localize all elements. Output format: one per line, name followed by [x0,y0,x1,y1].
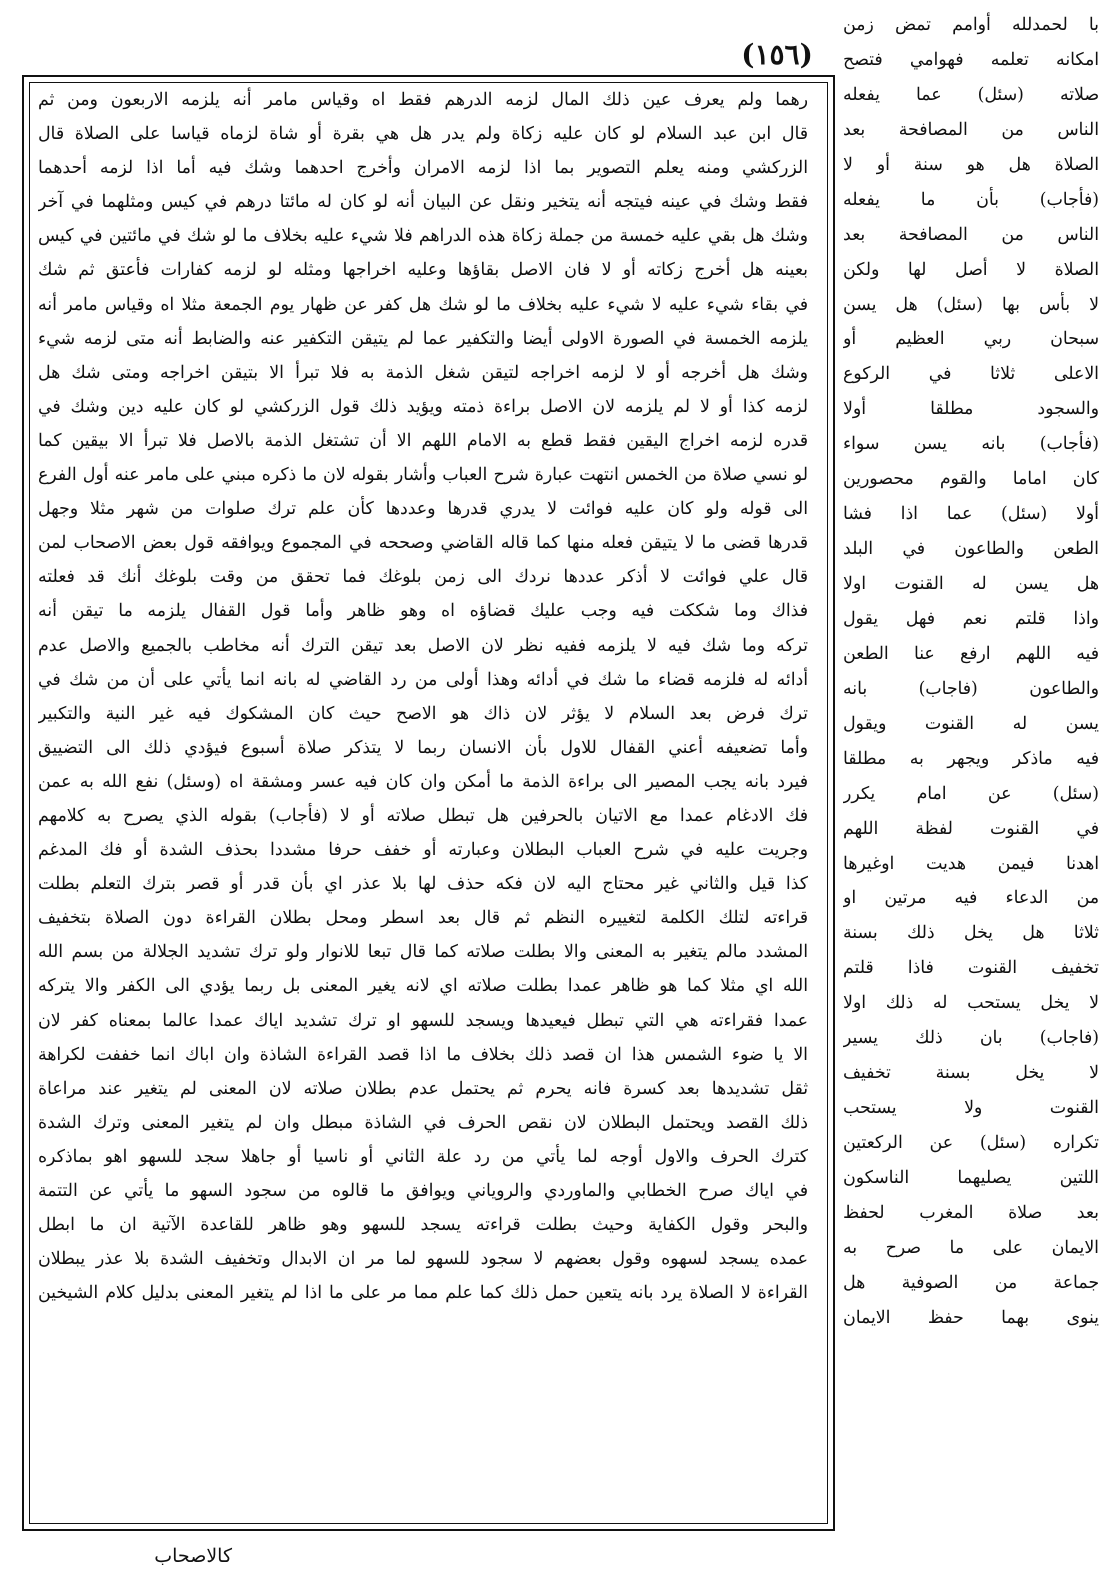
text-line: أدائه له فلزمه قضاء ما شك في أدائه وهذا أولى من رد القاضي له بانه انما يأتي على أن من شك في [38,669,808,690]
text-line: الى قوله ولو كان عليه فوائت لا يدري قدرها وعددها كأن علم ترك صلوات من شهر مثلا وجهل [38,499,808,520]
text-line: قراءته لتلك الكلمة لتغييره النظم ثم قال بعد اسطر ومحل بطلان القراءة دون الصلاة بتخفيف [38,908,808,929]
text-line: المشدد مالم يتغير به المعنى والا بطلت صلاته كما قال تبعا للانوار ولو ترك تشديد الجلالة من بسم الله [38,942,808,963]
text-line: الطعن والطاعون في البلد [843,539,1099,560]
text-line: سبحان ربي العظيم أو [843,329,1099,350]
text-line: الا يا ضوء الشمس هذا ان قصد ذلك بخلاف ما اذا قصد القراءة الشاذة وان اباك انما خففت لكراهة [38,1044,808,1065]
text-line: الله اي مثلا كما هو ظاهر عمدا بطلت صلاته اي لانه يغير المعنى بل ربما يؤدي الى الكفر والا يتركه [38,976,808,997]
text-line: قدره لزمه اخراج اليقين فقط قطع به الامام اللهم الا أن تشتغل الذمة بالاصل فلا تبرأ الا بيقين كما [38,430,808,451]
text-line: في القنوت لفظة اللهم [843,818,1099,839]
text-line: الصلاة هل هو سنة أو لا [843,154,1099,175]
text-line: والبحر وقول الكفاية وحيث بطلت قراءته يسجد للسهو وهو ظاهر للقاعدة الآتية ان ما ابطل [38,1215,808,1236]
text-line: ثلاثا هل يخل ذلك بسنة [843,923,1099,944]
text-line: فيه ماذكر ويجهر به مطلقا [843,748,1099,769]
text-line: الاعلى ثلاثا في الركوع [843,364,1099,385]
text-line: وجريت عليه في شرح العباب البطلان وعبارته أو خفف حرفا مشددا بحذف الشدة أو فك المدغم [38,840,808,861]
text-line: القنوت ولا يستحب [843,1098,1099,1119]
text-line: ترك فرض بعد السلام لا يؤثر لان ذاك هو الاصح حيث كان المشكوك فيه غير النية والتكبير [38,703,808,724]
text-line: الناس من المصافحة بعد [843,224,1099,245]
text-line: بعينه هل أخرج زكاته أو لا فان الاصل بقاؤها وعليه اخراجها ومثله لو لزمه كفارات فأعتق ثم شك [38,260,808,281]
main-column [38,83,808,1310]
text-line: يسن له القنوت ويقول [843,713,1099,734]
text-line: عمدا فقراءته هي التي تبطل فيعيدها ويسجد للسهو او ترك تشديد اياك عمدا عالما بمعناه كفر لان [38,1010,808,1031]
text-line: والطاعون (فاجاب) بانه [843,678,1099,699]
text-line: هل يسن له القنوت اولا [843,574,1099,594]
text-line: والسجود مطلقا أولا [843,399,1099,420]
text-line: القراءة لا الصلاة يرد بانه يتعين حمل ذلك كما علم مما مر على ما اذا لم يتغير المعنى بدليل كلام الشيخين [38,1283,808,1304]
text-line: تركه وما شك فيه لا يلزمه ففيه نظر لان الاصل بعد تيقن الترك أنه مخاطب بالجميع والاصل عدم [38,635,808,656]
text-line: الصلاة لا أصل لها ولكن [843,259,1099,280]
text-line: وشك هل بقي عليه خمسة من جملة زكاة هذه الدراهم فلا شيء عليه بخلاف ما لو شك في مائتين في كيس [38,226,808,247]
text-line: فيه اللهم ارفع عنا الطعن [843,643,1099,664]
text-line: في بقاء شيء عليه لا شيء عليه بخلاف ما لو شك هل كفر عن ظهار يوم الجمعة مثلا اه وقياس مامر أنه [38,294,808,315]
text-line: قال علي فوائت لا أذكر عددها نردك الى زمن بلوغك فما تحقق من وقت بلوغك أنك قد فعلته [38,567,808,588]
text-line: (فأجاب) بأن ما يفعله [843,189,1099,210]
text-line: واذا قلتم نعم فهل يقول [843,608,1099,629]
text-line: (سئل) عن امام يكرر [843,783,1099,804]
text-line: ثقل تشديدها بعد كسرة فانه يحرم ثم يحتمل عدم بطلان صلاته لان المعنى لم يتغير عند مراعاة [38,1078,808,1099]
text-line: وشك هل أخرجه أو لا لزمه اخراجه لتيقن شغل الذمة به فلا تبرأ الا بتيقن اخراجه ومتى شك هل [38,362,808,383]
text-line: الايمان على ما صرح به [843,1237,1099,1258]
text-line: تخفيف القنوت فاذا قلتم [843,958,1099,979]
text-line: ينوى بهما حفظ الايمان [843,1307,1099,1328]
text-line: كترك الحرف والاول أوجه لما يأتي من رد علة الثاني أو ناسيا أو جاهلا سجد للسهو اهو بماذكره [38,1146,808,1167]
text-line: لزمه كذا أو لا لم يلزمه لان الاصل براءة ذمته ويؤيد ذلك قول الزركشي لو كان عليه دين وشك في [38,396,808,417]
text-line: تكراره (سئل) عن الركعتين [843,1133,1099,1153]
text-line: (فاجاب) بان ذلك يسير [843,1028,1099,1049]
text-line: بعد صلاة المغرب لحفظ [843,1202,1099,1223]
text-line: لا بأس بها (سئل) هل يسن [843,294,1099,315]
text-line: وأما تضعيفه أعني القفال للاول بأن الانسان ربما لا يتذكر صلاة أسبوع فيؤدي ذلك الى التضييق [38,737,808,758]
text-line: جماعة من الصوفية هل [843,1272,1099,1293]
text-line: (فأجاب) بانه يسن سواء [843,434,1099,455]
text-line: امكانه تعلمه فهوامي فتصح [843,49,1099,70]
margin-column [843,8,1099,1336]
text-line: فيرد بانه يجب المصير الى براءة الذمة ما أمكن وان كان فيه عسر ومشقة اه (وسئل) نفع الله به عمن [38,771,808,792]
text-line: با لحمدلله أوامم تمض زمن [843,15,1099,35]
text-line: صلاته (سئل) عما يفعله [843,84,1099,105]
text-line: كان اماما والقوم محصورين [843,469,1099,490]
text-line: عمده يسجد لسهوه وقول بعضهم لا سجود للسهو لما مر ان الابدال وتخفيف الشدة بلا عذر يبطلان [38,1249,808,1270]
text-line: لو نسي صلاة من الخمس انتهت عبارة شرح العباب وأشار بقوله لان ما ذكره مبني على مامر عنه أول الفرع [38,465,808,486]
text-line: فك الادغام عمدا مع الاتيان بالحرفين هل تبطل صلاته أو لا (فأجاب) بقوله الذي يصرح به كلامهم [38,805,808,826]
text-line: أولا (سئل) عما اذا فشا [843,504,1099,525]
text-line: لا يخل يستحب له ذلك اولا [843,993,1099,1014]
text-line: الناس من المصافحة بعد [843,119,1099,140]
text-line: ذلك القصد ويحتمل البطلان لان نقص الحرف في الشاذة مبطل وان لم يتغير المعنى وترك الشدة [38,1112,808,1133]
text-line: من الدعاء فيه مرتين او [843,888,1099,909]
text-line: كذا قيل والثاني غير محتاج اليه لان فكه حذف لها بلا عذر اي بأن قدر أو قصر بترك التعلم بطلت [38,874,808,895]
text-line: قدرها قضى ما لا يتيقن فعله منها كما قاله القاضي وصححه في المجموع ويوافقه قول بعض الاصحاب لمن [38,533,808,554]
text-line: لا يخل بسنة تخفيف [843,1063,1099,1084]
page-number: (١٥٦) [741,38,813,71]
text-line: يلزمه الخمسة في الصورة الاولى أيضا والتكفير عما لم يتيقن التكفير عنه والضابط أنه متى لزمه شيء [38,328,808,349]
text-line: في اياك صرح الخطابي والماوردي والروياني ويوافق ما قالوه من سجود السهو ما يأتي عن التتمة [38,1181,808,1201]
text-line: الزركشي ومنه يعلم التصوير بما اذا لزمه الامران وأخرج احدهما وشك فيه أما اذا لزمه أحدهما [38,158,808,179]
text-line: فذاك وما شككت فيه وجب عليك قضاؤه اه وهو ظاهر وأما قول القفال يلزمه ما تيقن أنه [38,601,808,622]
main-text-frame [22,75,835,1531]
text-line: اهدنا فيمن هديت اوغيرها [843,853,1099,874]
text-line: فقط وشك في عينه فيتجه أنه يتخير ونقل عن البيان أنه لو كان له مائتا درهم في كيس ومثلهما في آخر [38,192,808,213]
text-line: اللتين يصليهما الناسكون [843,1167,1099,1188]
text-line: قال ابن عبد السلام لو كان عليه زكاة ولم يدر هل هي بقرة أو شاة لزماه قياسا على الصلاة قال [38,124,808,145]
text-line: رهما ولم يعرف عين ذلك المال لزمه الدرهم فقط اه وقياس مامر أنه يلزمه الاربعون ومن ثم [38,90,808,110]
catchword: كالاصحاب [154,1545,232,1567]
